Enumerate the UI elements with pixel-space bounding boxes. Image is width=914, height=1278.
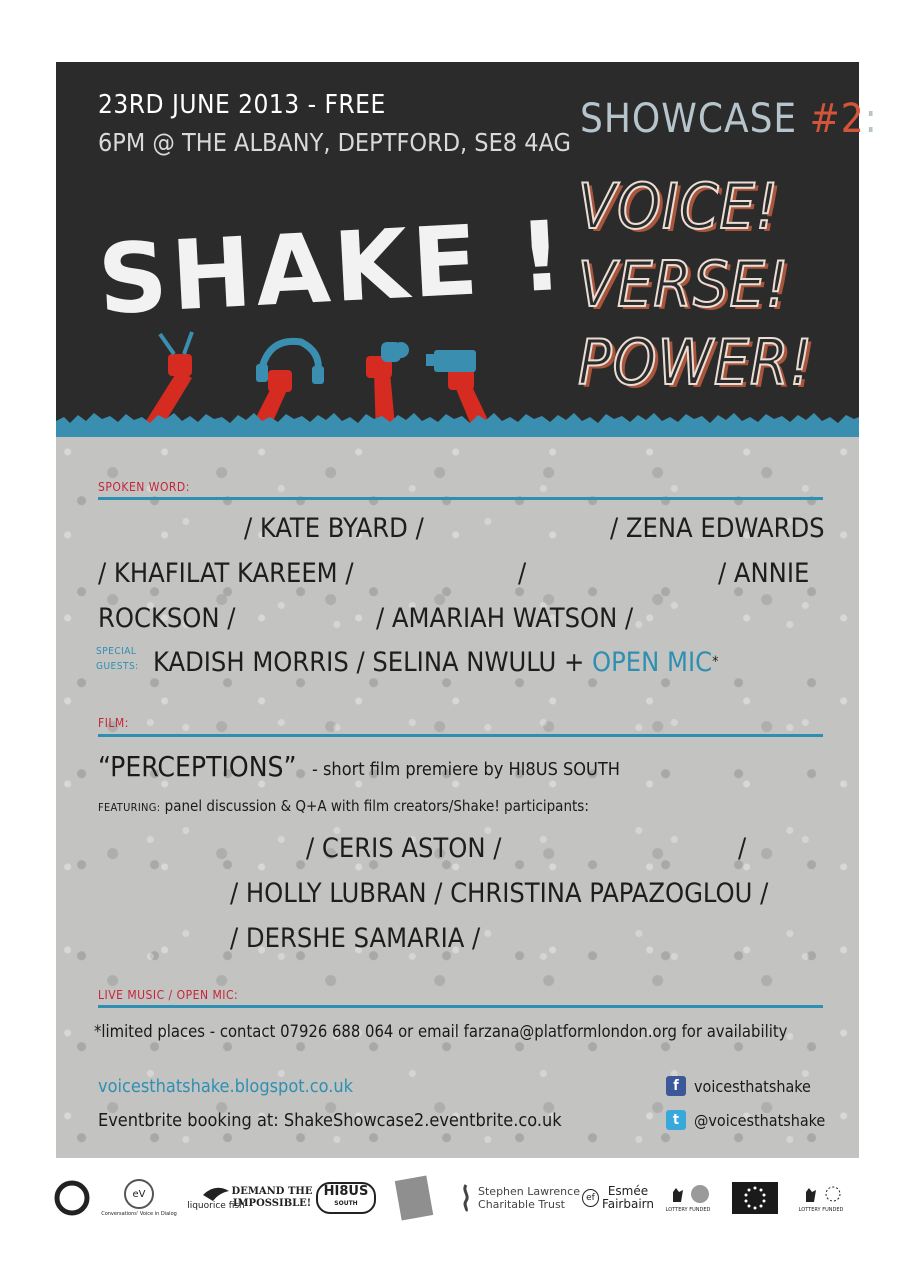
arts-council-logo: LOTTERY FUNDED [792, 1170, 850, 1226]
stephen-lawrence-logo: Stephen Lawrence Charitable Trust [460, 1170, 580, 1226]
lottery-funded-logo: LOTTERY FUNDED [660, 1170, 716, 1226]
performer-name: / KHAFILAT KAREEM / [98, 558, 354, 589]
open-mic-text: OPEN MIC [592, 647, 713, 678]
featuring-label: FEATURING: [98, 801, 161, 814]
film-rule [98, 734, 823, 737]
twitter-row[interactable] [666, 1110, 825, 1130]
facebook-row[interactable] [666, 1076, 811, 1096]
special-guests-label: SPECIAL GUESTS: [96, 646, 139, 672]
performer-name: ROCKSON / [98, 603, 236, 634]
twitter-handle: @voicesthatshake [694, 1110, 826, 1130]
lottery-hand-icon [667, 1184, 687, 1204]
liquorice-fish-logo: liquorice fish [180, 1170, 252, 1226]
event-venue: 6PM @ THE ALBANY, DEPTFORD, SE8 4AG [98, 128, 571, 157]
eu-flag-icon [732, 1182, 778, 1214]
spoken-word-rule [98, 497, 823, 500]
twitter-icon: t [666, 1110, 686, 1130]
live-music-label: LIVE MUSIC / OPEN MIC: [98, 988, 239, 1002]
performer-name: / ANNIE [718, 558, 810, 589]
special-guests-names: KADISH MORRIS / SELINA NWULU + [153, 647, 593, 678]
name-separator: / [738, 833, 747, 864]
participant-name: / HOLLY LUBRAN / CHRISTINA PAPAZOGLOU / [230, 878, 769, 909]
esmee-fairbairn-logo: ef Esmée Fairbairn [582, 1170, 654, 1226]
facebook-icon: f [666, 1076, 686, 1096]
trust-logo [394, 1170, 434, 1226]
facebook-handle: voicesthatshake [694, 1076, 811, 1096]
eventbrite-link[interactable]: ShakeShowcase2.eventbrite.co.uk [283, 1110, 562, 1131]
crowd-silhouette [56, 407, 859, 437]
film-title: “PERCEPTIONS” [98, 750, 297, 783]
showcase-suffix: : [864, 96, 878, 142]
asterisk: * [712, 654, 719, 670]
hi8us-logo: HI8US SOUTH [314, 1170, 378, 1226]
evi-logo: eV Conversations' Voice in Dialog [104, 1170, 174, 1226]
featuring-text: panel discussion & Q+A with film creators/Shake! participants: [164, 797, 589, 815]
eu-flag-logo [730, 1170, 780, 1226]
slogan-verse: VERSE! [578, 248, 790, 321]
header-panel [56, 62, 878, 437]
arts-council-mark-icon [824, 1185, 842, 1203]
limited-places-note: *limited places - contact 07926 688 064 or email farzana@platformlondon.org for availability [94, 1022, 788, 1041]
participant-name: / DERSHE SAMARIA / [230, 923, 481, 954]
film-label: FILM: [98, 716, 129, 730]
name-separator: / [518, 558, 527, 589]
slogan-voice: VOICE! [578, 170, 780, 243]
lottery-hand-icon [800, 1184, 820, 1204]
featuring-line [98, 797, 589, 815]
platform-ring-icon [54, 1180, 90, 1216]
showcase-title [580, 96, 878, 142]
event-date: 23RD JUNE 2013 - FREE [98, 90, 386, 120]
participant-name: / CERIS ASTON / [306, 833, 502, 864]
blog-link[interactable]: voicesthatshake.blogspot.co.uk [98, 1076, 354, 1097]
fish-icon [201, 1185, 231, 1201]
spoken-word-label: SPOKEN WORD: [98, 480, 190, 494]
showcase-number: #2 [809, 96, 865, 142]
film-subtitle: - short film premiere by HI8US SOUTH [312, 759, 620, 780]
demand-the-impossible-logo: DEMAND THE IMPOSSIBLE! [231, 1186, 313, 1209]
performer-name: / AMARIAH WATSON / [376, 603, 634, 634]
platform-logo [52, 1170, 92, 1226]
slogan-power: POWER! [578, 326, 814, 399]
eventbrite-line [98, 1110, 562, 1131]
showcase-prefix: SHOWCASE [580, 96, 810, 142]
live-music-rule [98, 1005, 823, 1008]
performer-name: / KATE BYARD / [244, 513, 424, 544]
stephen-lawrence-figure-icon [460, 1185, 472, 1211]
eventbrite-prefix: Eventbrite booking at: [98, 1110, 284, 1131]
sponsor-logos [40, 1170, 880, 1230]
shake-logo: SHAKE ! [95, 199, 570, 337]
performer-name: / ZENA EDWARDS [610, 513, 825, 544]
